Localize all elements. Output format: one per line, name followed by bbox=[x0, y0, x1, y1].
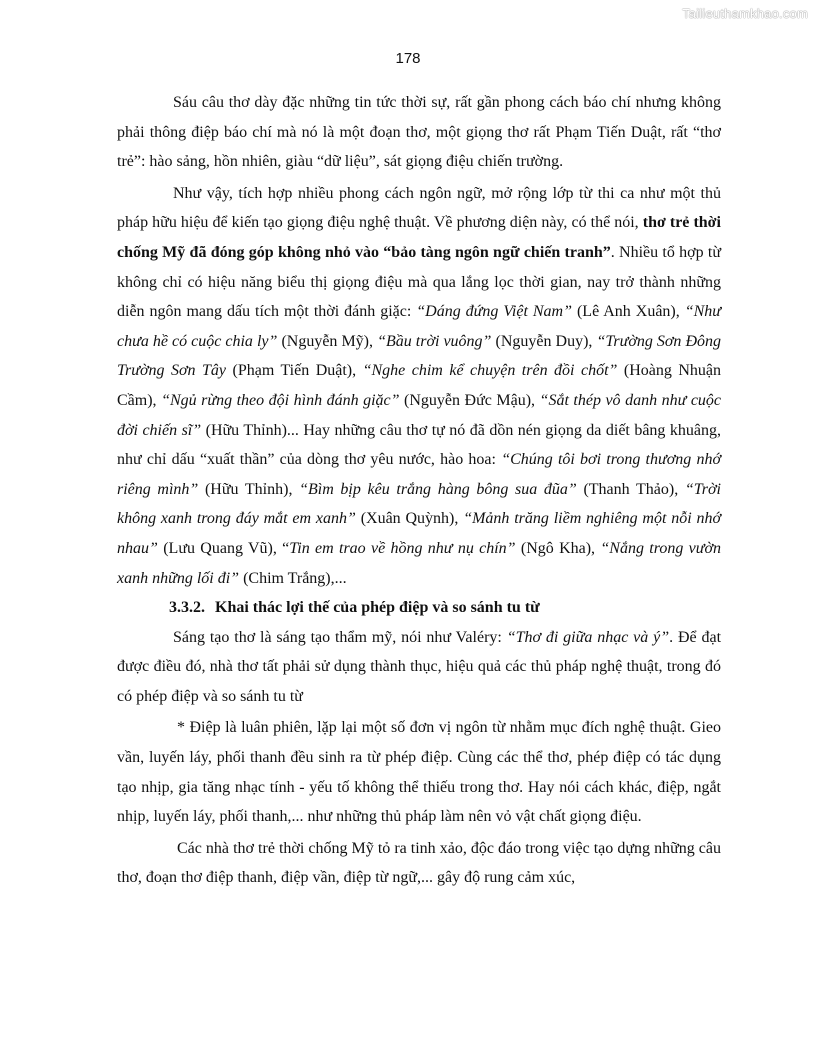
author: (Phạm Tiến Duật), bbox=[226, 362, 363, 380]
author: (Hoàng Nhuận Cầm), bbox=[117, 362, 722, 409]
paragraph-2 bbox=[117, 179, 721, 593]
text-run: Như vậy, tích hợp nhiều phong cách ngôn ngữ, mở rộng lớp từ thi ca như một thủ pháp hữu hiệu để kiến tạo giọng điệu nghệ thuật. Về phương diện này, có thể nói, bbox=[117, 184, 721, 232]
poem-title: “Sắt thép vô danh như cuộc đời chiến sĩ” bbox=[117, 391, 722, 439]
poem-title: “Chúng tôi bơi trong thương nhớ riêng mình” bbox=[117, 451, 721, 498]
section-title: Khai thác lợi thế của phép điệp và so sánh tu từ bbox=[215, 599, 540, 617]
poem-title: “Bầu trời vuông” bbox=[377, 332, 492, 350]
author: (Xuân Quỳnh), bbox=[355, 510, 464, 528]
author: (Hữu Thỉnh)... Hay những câu thơ tự nó đã dồn nén giọng da diết bâng khuâng, như chỉ dấu “xuất thần” của dòng thơ yêu nước, hào hoa: bbox=[117, 421, 722, 469]
poem-title: “Như chưa hề có cuộc chia ly” bbox=[117, 303, 722, 350]
poem-title: “Dáng đứng Việt Nam” bbox=[416, 303, 573, 321]
section-number: 3.3.2. bbox=[169, 599, 205, 617]
text-run: Sáng tạo thơ là sáng tạo thẩm mỹ, nói như Valéry: bbox=[173, 628, 507, 646]
text-run: . Nhiều tổ hợp từ không chỉ có hiệu năng biểu thị giọng điệu mà qua lắng lọc thời gian, nay trở thành những diễn ngôn mang dấu tích một thời đánh giặc: bbox=[117, 243, 721, 321]
poem-title: “Nắng trong vườn xanh những lối đi” bbox=[117, 539, 722, 587]
author: (Hữu Thỉnh), bbox=[198, 480, 300, 498]
poem-title: “Ngủ rừng theo đội hình đánh giặc” bbox=[161, 391, 400, 409]
author: (Ngô Kha), bbox=[515, 539, 601, 557]
author: (Thanh Thảo), bbox=[576, 480, 685, 498]
poem-title: “Nghe chim kể chuyện trên đồi chốt” bbox=[362, 362, 618, 380]
author: (Nguyễn Đức Mậu), bbox=[399, 391, 540, 409]
watermark: Tailieuthamkhao.com bbox=[682, 6, 808, 21]
paragraph-5: Các nhà thơ trẻ thời chống Mỹ tỏ ra tinh xảo, độc đáo trong việc tạo dựng những câu thơ, đoạn thơ điệp thanh, điệp vần, điệp từ ngữ,... gây độ rung cảm xúc, bbox=[117, 839, 721, 887]
author: (Nguyễn Mỹ), bbox=[277, 332, 378, 350]
page-number: 178 bbox=[395, 50, 421, 67]
paragraph-3 bbox=[117, 623, 721, 712]
emphasis-bold: thơ trẻ thời chống Mỹ đã đóng góp không nhỏ vào “bảo tàng ngôn ngữ chiến tranh” bbox=[117, 214, 721, 261]
paragraph-1: Sáu câu thơ dày đặc những tin tức thời sự, rất gần phong cách báo chí nhưng không phải thông điệp báo chí mà nó là một đoạn thơ, một giọng thơ rất Phạm Tiến Duật, rất “thơ trẻ”: hào sảng, hồn nhiên, giàu “dữ liệu”, sát giọng điệu chiến trường. bbox=[117, 94, 721, 171]
section-heading bbox=[117, 593, 721, 623]
quote: “Thơ đi giữa nhạc và ý” bbox=[506, 628, 670, 646]
poem-title: “Bìm bịp kêu trắng hàng bông sua đũa” bbox=[299, 480, 577, 498]
document-body bbox=[117, 88, 721, 893]
paragraph-4: * Điệp là luân phiên, lặp lại một số đơn vị ngôn từ nhằm mục đích nghệ thuật. Gieo vần, luyến láy, phối thanh đều sinh ra từ phép điệp. Cùng các thể thơ, phép điệp có tác dụng tạo nhịp, gia tăng nhạc tính - yếu tố không thể thiếu trong thơ. Hay nói cách khác, điệp, ngắt nhịp, luyến láy, phối thanh,... như những thủ pháp làm nên vỏ vật chất giọng điệu. bbox=[117, 719, 721, 826]
poem-title: “Trường Sơn Đông Trường Sơn Tây bbox=[117, 332, 722, 380]
poem-title: “Trời không xanh trong đáy mắt em xanh” bbox=[117, 480, 721, 528]
text-run: . Để đạt được điều đó, nhà thơ tất phải sử dụng thành thục, hiệu quả các thủ pháp nghệ thuật, trong đó có phép điệp và so sánh tu từ bbox=[117, 628, 722, 705]
author: (Lưu Quang Vũ), “ bbox=[157, 539, 290, 557]
author: (Lê Anh Xuân), bbox=[572, 303, 685, 321]
author: (Chim Trắng),... bbox=[239, 569, 347, 587]
author: (Nguyễn Duy), bbox=[491, 332, 597, 350]
poem-title: “Mảnh trăng liềm nghiêng một nỗi nhớ nhau” bbox=[117, 510, 722, 557]
poem-title: Tin em trao về hồng như nụ chín” bbox=[289, 539, 516, 557]
